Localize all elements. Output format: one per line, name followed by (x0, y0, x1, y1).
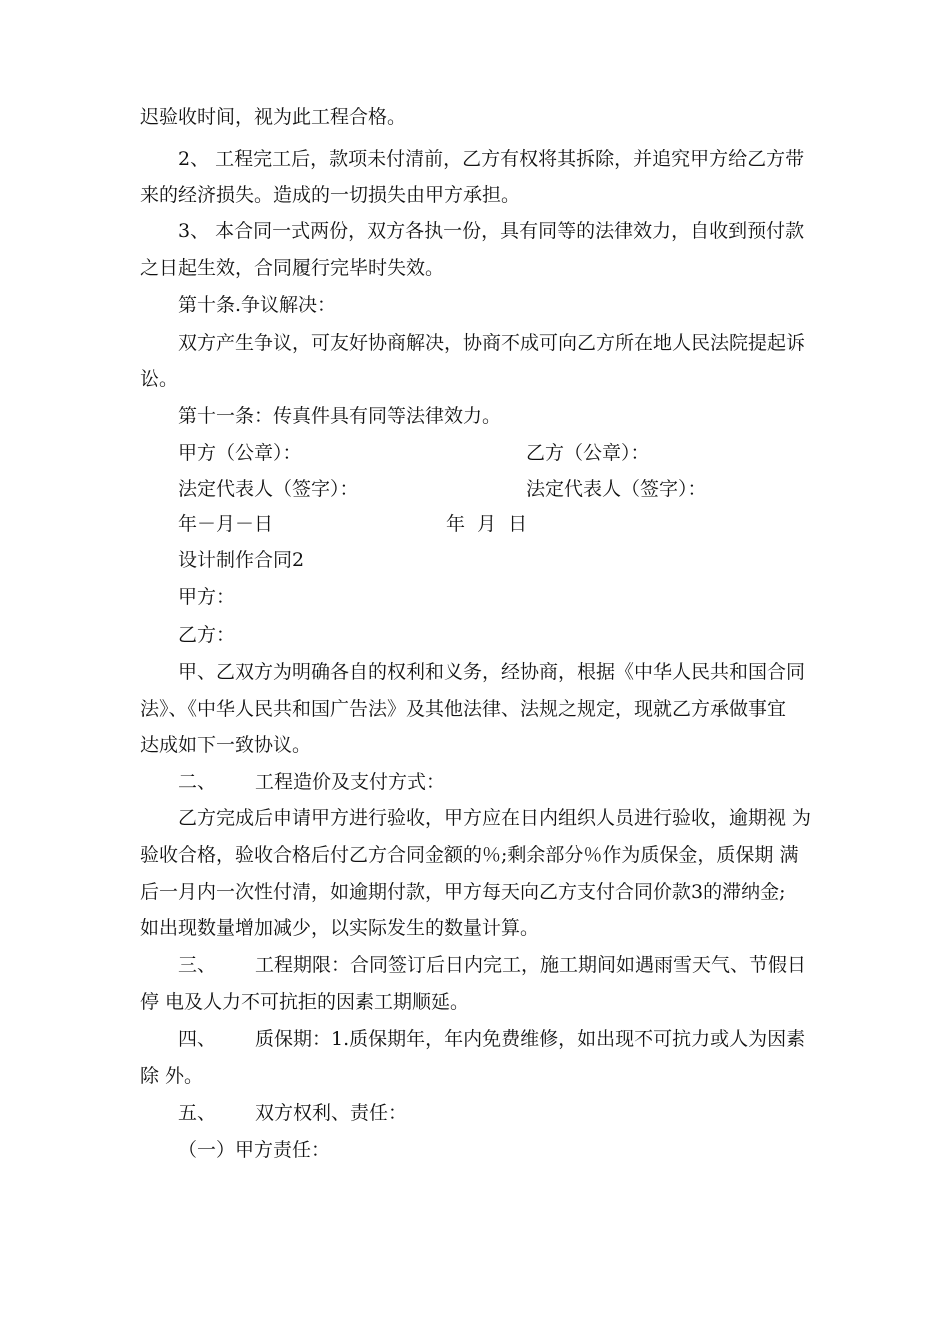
article-heading: 第十条.争议解决： (178, 294, 337, 316)
text-line: 法》、《中华人民共和国广告法》及其他法律、法规之规定，现就乙方承做事宜 (140, 698, 787, 720)
party-a-rep-label: 法定代表人（签字）： (178, 478, 359, 500)
subsection-heading: （一）甲方责任： (178, 1139, 331, 1161)
party-a-label: 甲方： (178, 586, 236, 608)
text-line: 来的经济损失。造成的一切损失由甲方承担。 (140, 184, 521, 206)
text-line: 双方产生争议，可友好协商解决，协商不成可向乙方所在地人民法院提起诉 (178, 332, 806, 354)
section-number: 五、 (178, 1102, 217, 1124)
text-line: 乙方完成后申请甲方进行验收，甲方应在日内组织人员进行验收，逾期视 为 (178, 807, 812, 829)
article-heading: 第十一条：传真件具有同等法律效力。 (178, 405, 502, 427)
text-line: 后一月内一次性付清，如逾期付款，甲方每天向乙方支付合同价款3的滞纳金; (140, 881, 786, 903)
text-line: 验收合格，验收合格后付乙方合同金额的％;剩余部分％作为质保金，质保期 满 (140, 844, 799, 866)
text-line: 3、 本合同一式两份，双方各执一份，具有同等的法律效力，自收到预付款 (178, 220, 805, 242)
section-number: 四、 (178, 1028, 217, 1050)
section-heading: 双方权利、责任： (255, 1102, 408, 1124)
party-b-rep-label: 法定代表人（签字）： (526, 478, 707, 500)
text-line: 之日起生效，合同履行完毕时失效。 (140, 257, 445, 279)
party-a-seal-label: 甲方（公章）： (178, 442, 302, 464)
text-line: 讼。 (140, 368, 179, 390)
party-b-seal-label: 乙方（公章）： (526, 442, 650, 464)
text-line: 迟验收时间，视为此工程合格。 (140, 106, 407, 128)
section-text: 工程期限：合同签订后日内完工，施工期间如遇雨雪天气、节假日 (255, 954, 807, 976)
text-line: 停 电及人力不可抗拒的因素工期顺延。 (140, 991, 470, 1013)
text-line: 如出现数量增加减少，以实际发生的数量计算。 (140, 917, 540, 939)
section-number: 三、 (178, 954, 217, 976)
text-line: 2、 工程完工后，款项未付清前，乙方有权将其拆除，并追究甲方给乙方带 (178, 148, 805, 170)
party-b-label: 乙方： (178, 624, 236, 646)
section-heading: 工程造价及支付方式： (255, 771, 446, 793)
text-line: 除 外。 (140, 1065, 204, 1087)
text-line: 甲、乙双方为明确各自的权利和义务，经协商，根据《中华人民共和国合同 (178, 661, 806, 683)
section-text: 质保期：1.质保期年，年内免费维修，如出现不可抗力或人为因素 (255, 1028, 806, 1050)
section-number: 二、 (178, 771, 217, 793)
contract-title: 设计制作合同2 (178, 549, 305, 571)
date-a-label: 年－月－日 (178, 513, 274, 535)
text-line: 达成如下一致协议。 (140, 734, 312, 756)
date-b-label: 年 月 日 (446, 513, 528, 535)
